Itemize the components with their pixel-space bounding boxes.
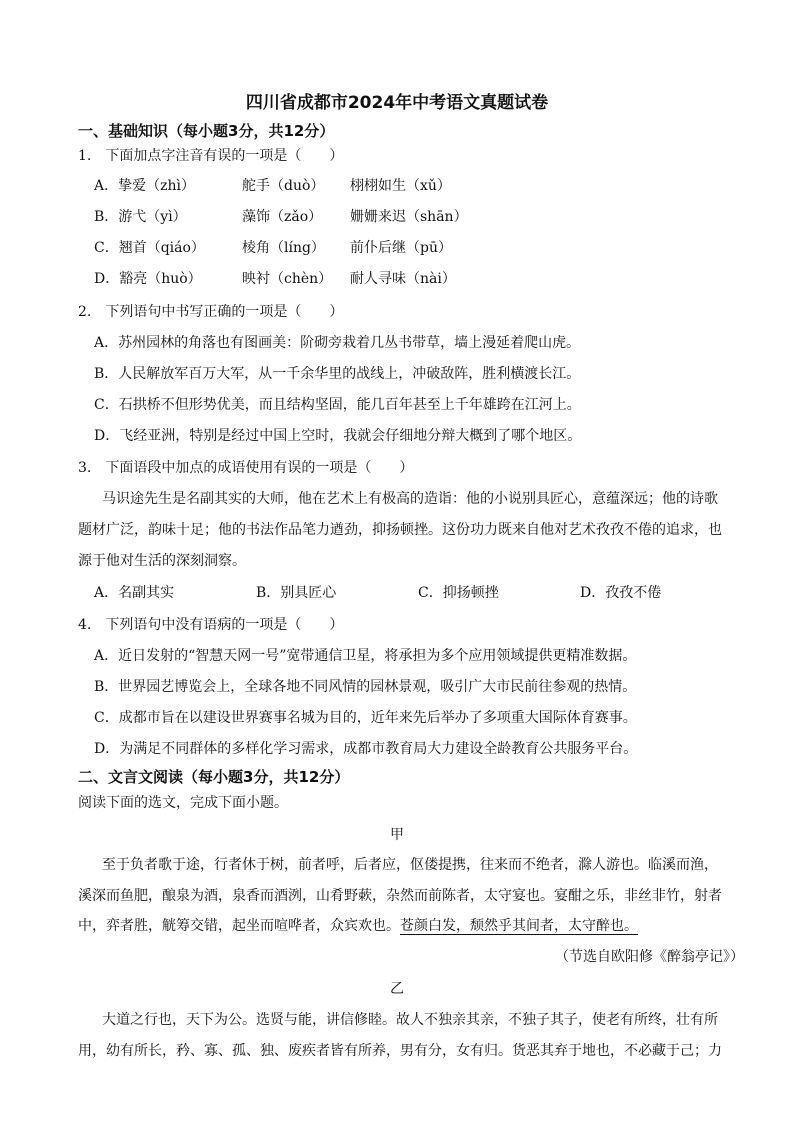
- section-heading-basic-knowledge: 一、基础知识（每小题3分，共12分）: [78, 122, 335, 140]
- question-4-option-b: B．世界园艺博览会上，全球各地不同风情的园林景观，吸引广大市民前往参观的热情。: [94, 679, 637, 695]
- passage-jia-line-3: [78, 916, 758, 936]
- passage-yi-line-1: 大道之行也，天下为公。选贤与能，讲信修睦。故人不独亲其亲，不独子其子，使老有所终，壮有所: [102, 1012, 718, 1028]
- question-3-option-c: C．抑扬顿挫: [418, 585, 499, 601]
- option-c-word-3: 前仆后继（pū）: [350, 240, 452, 256]
- option-b-word-3: 姗姗来迟（shān）: [350, 209, 468, 225]
- section-heading-classical-reading: 二、文言文阅读（每小题3分，共12分）: [78, 768, 350, 786]
- option-d-word-1: D．豁亮（huò）: [94, 271, 202, 287]
- question-4-option-c: C．成都市旨在以建设世界赛事名城为目的，近年来先后举办了多项重大国际体育赛事。: [94, 710, 637, 726]
- question-3-option-d: D．孜孜不倦: [580, 585, 662, 601]
- option-b-word-2: 藻饰（zǎo）: [242, 209, 323, 225]
- question-2-option-d: D．飞经亚洲，特别是经过中国上空时，我就会仔细地分辩大概到了哪个地区。: [94, 428, 582, 444]
- question-3-option-b: B．别具匠心: [256, 585, 337, 601]
- page-title: 四川省成都市2024年中考语文真题试卷: [245, 93, 549, 113]
- option-b-word-1: B．游弋（yì）: [94, 209, 187, 225]
- passage-jia-source: （节选自欧阳修《醉翁亭记》）: [555, 949, 744, 965]
- question-3-passage-line-3: 源于他对生活的深刻洞察。: [78, 553, 246, 569]
- option-c-word-1: C．翘首（qiáo）: [94, 240, 205, 256]
- passage-yi-line-2: 用，幼有所长，矜、寡、孤、独、废疾者皆有所养，男有分，女有归。货恶其弃于地也，不必藏于己；力: [78, 1043, 722, 1059]
- option-a-word-1: A．挚爱（zhì）: [94, 178, 195, 194]
- passage-jia-label: 甲: [390, 827, 404, 843]
- question-2-option-c: C．石拱桥不但形势优美，而且结构坚固，能几百年甚至上千年雄跨在江河上。: [94, 397, 581, 413]
- passage-jia-line-3-text: 中，弈者胜，觥筹交错，起坐而喧哗者，众宾欢也。: [78, 918, 400, 934]
- question-3-passage-line-2: 题材广泛，韵味十足；他的书法作品笔力遒劲，抑扬顿挫。这份功力既来自他对艺术孜孜不倦的追求，也: [78, 522, 722, 538]
- question-4-option-a: A．近日发射的“智慧天网一号”宽带通信卫星，将承担为多个应用领域提供更精准数据。: [94, 648, 637, 664]
- question-2-stem: 2. 下列语句中书写正确的一项是（ ）: [78, 304, 344, 320]
- option-d-word-3: 耐人寻味（nài）: [350, 271, 456, 287]
- question-3-stem: 3. 下面语段中加点的成语使用有误的一项是（ ）: [78, 460, 414, 476]
- option-a-word-2: 舵手（duò）: [242, 178, 325, 194]
- question-2-option-a: A．苏州园林的角落也有图画美：阶砌旁栽着几丛书带草，墙上漫延着爬山虎。: [94, 335, 581, 351]
- question-2-option-b: B．人民解放军百万大军，从一千余华里的战线上，冲破敌阵，胜利横渡长江。: [94, 366, 581, 382]
- passage-jia-line-2: 溪深而鱼肥，酿泉为酒，泉香而酒洌，山肴野蔌，杂然而前陈者，太守宴也。宴酣之乐，非丝非竹，射者: [78, 888, 722, 904]
- option-d-word-2: 映衬（chèn）: [242, 271, 333, 287]
- question-3-option-a: A．名副其实: [94, 585, 175, 601]
- passage-yi-label: 乙: [390, 981, 404, 997]
- question-1-stem: 1. 下面加点字注音有误的一项是（ ）: [78, 148, 344, 164]
- question-4-stem: 4. 下列语句中没有语病的一项是（ ）: [78, 617, 344, 633]
- option-a-word-3: 栩栩如生（xǔ）: [350, 178, 451, 194]
- section-2-intro: 阅读下面的选文，完成下面小题。: [78, 795, 288, 811]
- question-4-option-d: D．为满足不同群体的多样化学习需求，成都市教育局大力建设全龄教育公共服务平台。: [94, 741, 638, 757]
- option-c-word-2: 棱角（líng）: [242, 240, 325, 256]
- passage-jia-line-1: 至于负者歌于途，行者休于树，前者呼，后者应，伛偻提携，往来而不绝者，滁人游也。临溪而渔，: [102, 857, 718, 873]
- question-3-passage-line-1: 马识途先生是名副其实的大师，他在艺术上有极高的造诣：他的小说别具匠心，意蕴深远；他的诗歌: [102, 491, 718, 507]
- passage-jia-underlined-sentence: 苍颜白发，颓然乎其间者，太守醉也。: [400, 918, 638, 934]
